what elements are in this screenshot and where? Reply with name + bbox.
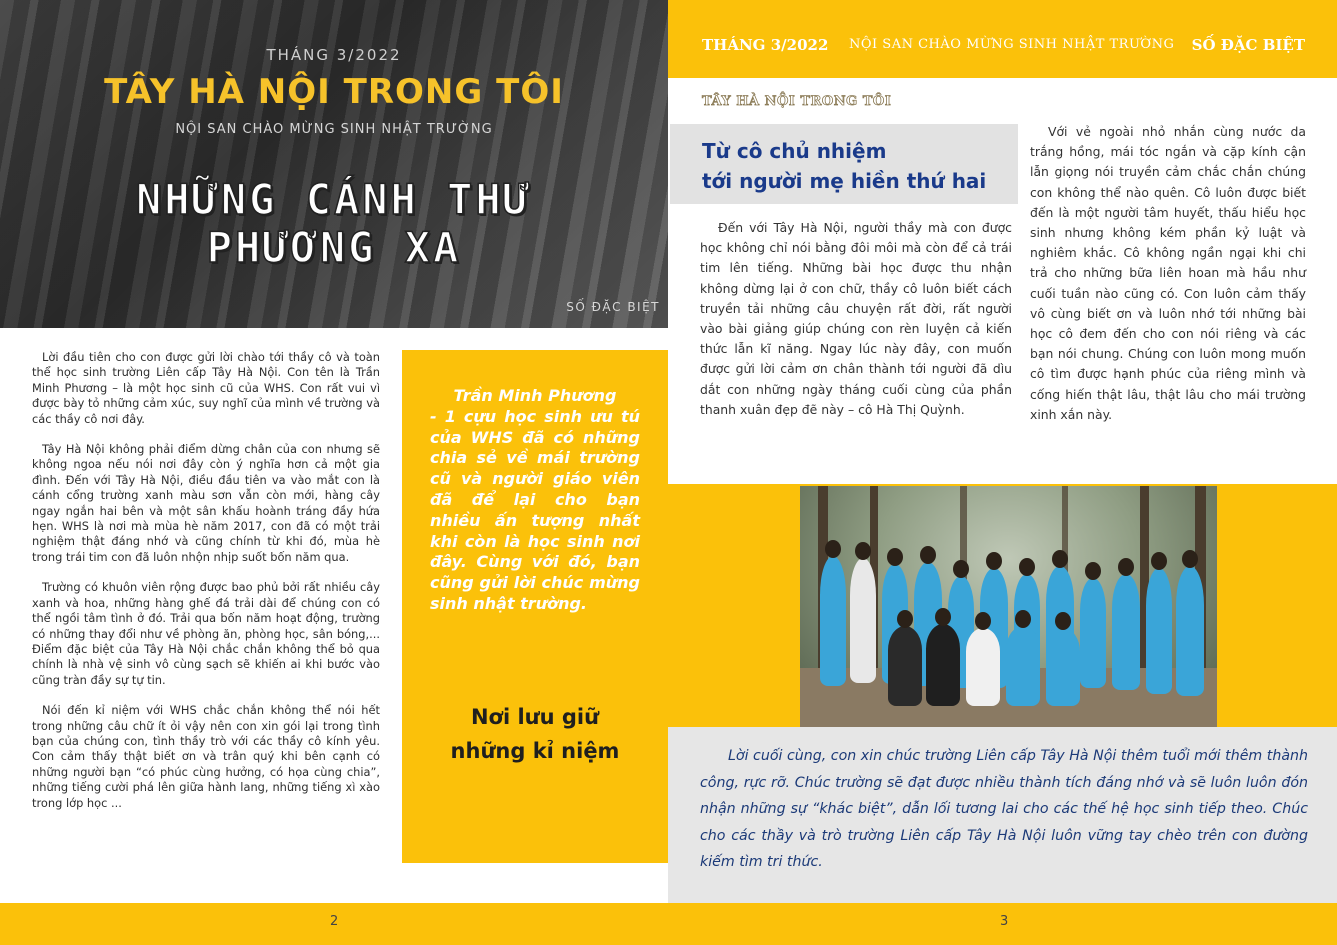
student-figure (888, 626, 922, 706)
article-heading (702, 136, 986, 196)
edition-label: SỐ ĐẶC BIỆT (566, 300, 660, 314)
article-body-left (32, 350, 380, 826)
quote-text: - 1 cựu học sinh ưu tú của WHS đã có những chia sẻ về mái trường cũ và người giáo viên đã để lại cho bạn nhiều ấn tượng nhất khi còn là học sinh nơi đây. Cùng với đó, bạn cũng gửi lời chúc mừng sinh nhật trường. (430, 406, 640, 613)
student-head (935, 608, 951, 626)
student-head (1019, 558, 1035, 576)
slogan (402, 700, 668, 768)
student-figure (966, 628, 1000, 706)
paragraph: Nói đến kỉ niệm với WHS chắc chắn không thể nói hết trong những câu chữ ít ỏi vậy nên con xin gói lại trong tình bạn của chúng con, tình thầy trò với các thầy cô kính yêu. Con cảm thấy thật biết ơn và trân quý khi bên cạnh có những người bạn “có phúc cùng hưởng, có họa cùng chia”, những tiếng cười phá lên giữa hành lang, những tiếng xì xào trong lớp học ... (32, 703, 380, 810)
header-edition: SỐ ĐẶC BIỆT (1191, 36, 1305, 54)
closing-message-box (668, 727, 1337, 903)
article-heading-box (670, 124, 1018, 204)
quote-author: Trần Minh Phương (453, 386, 617, 405)
student-head (920, 546, 936, 564)
slogan-line1: Nơi lưu giữ (470, 705, 600, 729)
feature-title-line2: PHƯƠNG XA (206, 223, 462, 272)
student-figure (1146, 568, 1172, 694)
feature-title-line1: NHỮNG CÁNH THƯ (135, 175, 532, 224)
paragraph: Lời đầu tiên cho con được gửi lời chào tới thầy cô và toàn thể học sinh trường Liên cấp Tây Hà Nội. Con tên là Trần Minh Phương – là một học sinh cũ của WHS. Con rất vui vì được bày tỏ những cảm xúc, suy nghĩ của mình về trường và các thầy cô nơi đây. (32, 350, 380, 426)
feature-title (0, 176, 668, 272)
student-head (953, 560, 969, 578)
student-head (986, 552, 1002, 570)
heading-line2: tới người mẹ hiền thứ hai (702, 169, 987, 193)
student-figure (850, 558, 876, 683)
student-head (887, 548, 903, 566)
student-head (975, 612, 991, 630)
student-figure (926, 624, 960, 706)
pull-quote (430, 386, 640, 615)
student-head (1118, 558, 1134, 576)
header-month: THÁNG 3/2022 (702, 36, 829, 54)
student-figure (1176, 566, 1204, 696)
group-photo (800, 486, 1217, 728)
student-head (1015, 610, 1031, 628)
footer-bar-left (0, 903, 668, 945)
student-figure (820, 556, 846, 686)
closing-message: Lời cuối cùng, con xin chúc trường Liên cấp Tây Hà Nội thêm tuổi mới thêm thành công, rực rỡ. Chúc trường sẽ đạt được nhiều thành tích đáng nhớ và sẽ luôn luôn đón nhận những sự “khác biệt”, dẫn lối tương lai cho các thế hệ học sinh tiếp theo. Chúc cho các thầy và trò trường Liên cấp Tây Hà Nội luôn vững tay chèo trên con đường kiếm tìm tri thức. (700, 748, 1308, 870)
heading-line1: Từ cô chủ nhiệm (702, 139, 887, 163)
slogan-line2: những kỉ niệm (450, 739, 620, 763)
magazine-title: TÂY HÀ NỘI TRONG TÔI (104, 72, 564, 112)
paragraph: Tây Hà Nội không phải điểm dừng chân của con nhưng sẽ không ngoa nếu nói nơi đây còn ý nghĩa hơn cả một gia đình. Đến với Tây Hà Nội, điều đầu tiên va vào mắt con là cánh cổng trường xanh màu sơn vẫn còn mới, hàng cây ngay ngắn hai bên và một sân khấu hoành tráng đầy hứa hẹn. WHS là nơi mà mùa hè năm 2017, con đã có một trải nghiệm thật đáng nhớ và cũng chính từ khi đó, mùa hè trong trái tim con đã luôn nhộn nhịp suốt bốn năm qua. (32, 442, 380, 564)
article-column-right: Với vẻ ngoài nhỏ nhắn cùng nước da trắng hồng, mái tóc ngắn và cặp kính cận lẫn giọng nói truyền cảm chắc chắn chúng con không thể nào quên. Cô luôn được biết đến là một người tâm huyết, thấu hiểu học sinh nhưng không kém phần kỷ luật và nghiêm khắc. Cô không ngần ngại khi chi trả cho những bữa liên hoan mà hầu như cuối tuần nào cũng có. Con luôn cảm thấy vô cùng biết ơn và luôn nhớ tới những bài học cô đem đến cho con nói riêng và các bạn nói chung. Chúng con luôn mong muốn cô tìm được hạnh phúc của riêng mình và cống hiến thật lâu, thật lâu cho mái trường xinh xắn này. (1030, 124, 1306, 422)
cover-hero-image (0, 0, 668, 328)
student-head (1085, 562, 1101, 580)
magazine-subtitle: NỘI SAN CHÀO MỪNG SINH NHẬT TRƯỜNG (175, 122, 493, 137)
article-column-middle: Đến với Tây Hà Nội, người thầy mà con được học không chỉ nói bằng đôi môi mà còn để cả trái tim lên tiếng. Những bài học được thu nhận không dừng lại ở con chữ, thầy cô luôn biết cách truyền tải những câu chuyện rất đời, rất người vào bài giảng giúp chúng con rèn luyện cả kiến thức lẫn kĩ năng. Ngay lúc này đây, con muốn được gửi lời cảm ơn chân thành tới người đã dìu dắt con những ngày tháng cuối cùng của phần thanh xuân đẹp đẽ này – cô Hà Thị Quỳnh. (700, 220, 1012, 417)
header-subtitle: NỘI SAN CHÀO MỪNG SINH NHẬT TRƯỜNG (849, 37, 1175, 52)
section-tag: TÂY HÀ NỘI TRONG TÔI (702, 94, 892, 109)
student-head (825, 540, 841, 558)
student-figure (1112, 574, 1140, 690)
page-number-right: 3 (1000, 914, 1009, 929)
hero-month: THÁNG 3/2022 (266, 46, 402, 64)
student-head (897, 610, 913, 628)
paragraph: Trường có khuôn viên rộng được bao phủ bởi rất nhiều cây xanh và hoa, những hàng ghế đá trải dài để chúng con có thể ngồi tâm tình ở đó. Trải qua bốn năm hoạt động, trường có những thay đổi như về phòng ăn, phòng học, sân bóng,... Điểm đặc biệt của Tây Hà Nội chắc chắn không thể bỏ qua chính là nhà vệ sinh vô cùng sạch sẽ khiến ai khi bước vào cũng tràn đầy sự tự tin. (32, 580, 380, 687)
student-head (1151, 552, 1167, 570)
student-head (855, 542, 871, 560)
page-header-right (668, 0, 1337, 78)
student-figure (1006, 626, 1040, 706)
footer-bar-right (668, 903, 1337, 945)
student-head (1052, 550, 1068, 568)
pull-quote-box (402, 350, 668, 863)
page-number-left: 2 (330, 914, 339, 929)
student-head (1055, 612, 1071, 630)
student-head (1182, 550, 1198, 568)
student-figure (1046, 628, 1080, 706)
student-figure (1080, 578, 1106, 688)
